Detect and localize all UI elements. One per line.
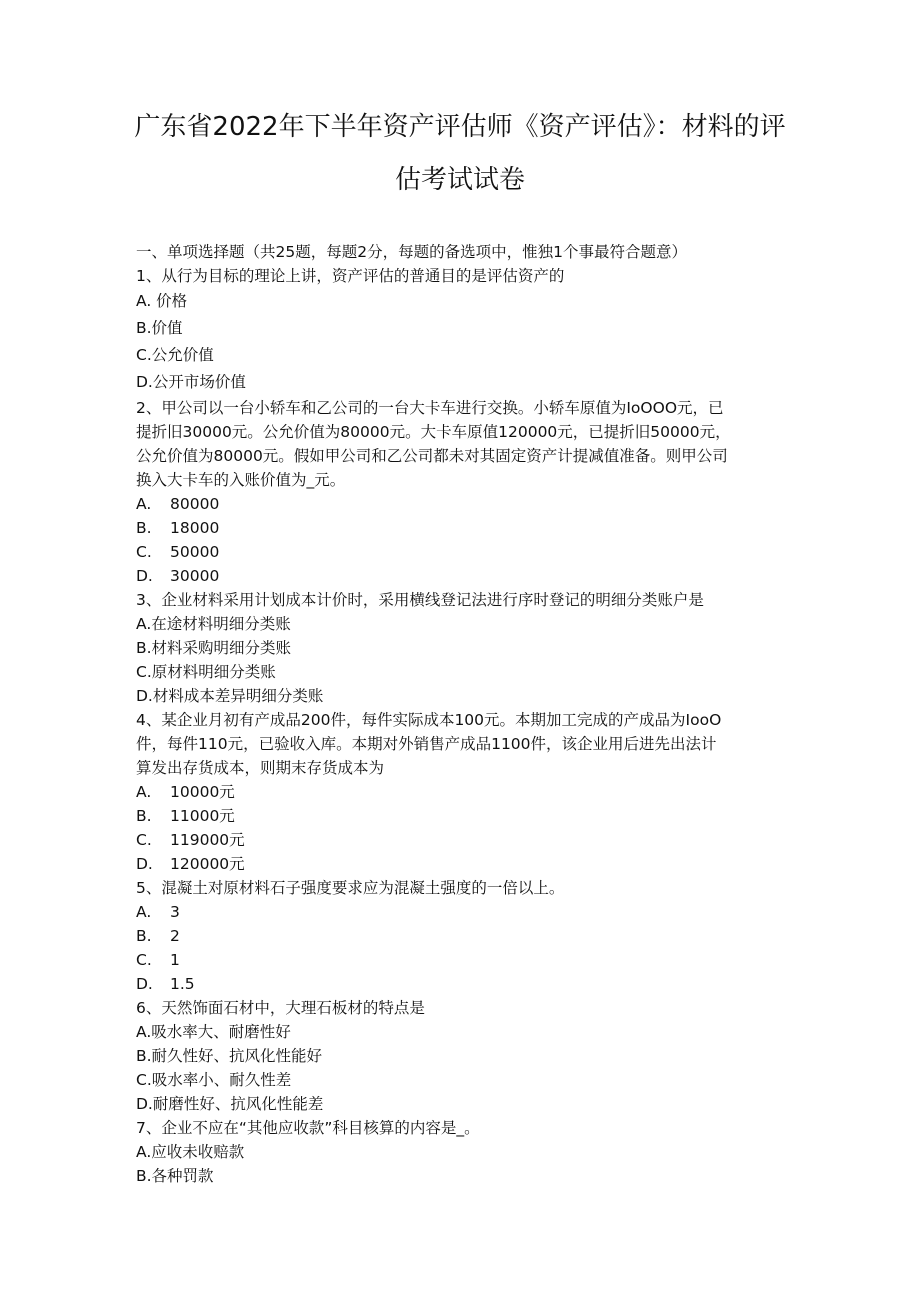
option-b [136,804,796,828]
option-label: D. [136,855,153,873]
option-a [136,780,796,804]
option-value: 1.5 [170,975,195,993]
option-b: B.各种罚款 [136,1167,214,1185]
option-value: 18000 [170,519,220,537]
question-6 [136,996,796,1116]
exam-content [136,240,796,1188]
stem-line: 换入大卡车的入账价值为_元。 [136,471,346,489]
option-a: A. 价格 [136,292,188,310]
option-label: D. [136,975,153,993]
option-value: 10000元 [170,783,235,801]
option-value: 11000元 [170,807,235,825]
stem-line: 4、某企业月初有产成品200件，每件实际成本100元。本期加工完成的产成品为IooO [136,711,722,729]
question-2 [136,396,796,588]
option-d: D.材料成本差异明细分类账 [136,687,324,705]
option-label: D. [136,567,153,585]
option-c [136,540,796,564]
option-label: B. [136,927,152,945]
question-4 [136,708,796,876]
option-d: D.公开市场价值 [136,373,246,391]
stem-line: 提折旧30000元。公允价值为80000元。大卡车原值120000元，已提折旧50000元， [136,423,731,441]
option-a [136,492,796,516]
question-stem: 5、混凝土对原材料石子强度要求应为混凝土强度的一倍以上。 [136,879,565,897]
option-c: C.吸水率小、耐久性差 [136,1071,292,1089]
option-label: C. [136,831,152,849]
option-b: B.材料采购明细分类账 [136,639,292,657]
option-a: A.应收未收赔款 [136,1143,245,1161]
option-d [136,564,796,588]
option-value: 1 [170,951,180,969]
option-value: 80000 [170,495,220,513]
option-c [136,828,796,852]
option-b: B.耐久性好、抗风化性能好 [136,1047,323,1065]
stem-line: 2、甲公司以一台小轿车和乙公司的一台大卡车进行交换。小轿车原值为IoOOO元，已 [136,399,724,417]
option-value: 3 [170,903,180,921]
option-d [136,852,796,876]
option-b: B.价值 [136,319,183,337]
question-stem: 7、企业不应在“其他应收款”科目核算的内容是_。 [136,1119,480,1137]
option-c [136,948,796,972]
option-d [136,972,796,996]
option-c: C.公允价值 [136,346,214,364]
option-value: 2 [170,927,180,945]
option-value: 120000元 [170,855,245,873]
stem-line: 算发出存货成本，则期末存货成本为 [136,759,385,777]
option-value: 50000 [170,543,220,561]
exam-title-line2: 估考试试卷 [394,165,525,195]
option-c: C.原材料明细分类账 [136,663,276,681]
section-header: 一、单项选择题（共25题，每题2分，每题的备选项中，惟独1个事最符合题意） [136,243,687,261]
option-label: B. [136,519,152,537]
question-7 [136,1116,796,1188]
option-b [136,924,796,948]
question-stem [136,396,796,492]
option-label: C. [136,543,152,561]
question-stem [136,708,796,780]
stem-line: 件，每件110元，已验收入库。本期对外销售产成品1100件，该企业用后进先出法计 [136,735,717,753]
question-stem: 1、从行为目标的理论上讲，资产评估的普通目的是评估资产的 [136,267,565,285]
option-label: C. [136,951,152,969]
option-a [136,900,796,924]
question-1 [136,264,796,396]
option-d: D.耐磨性好、抗风化性能差 [136,1095,324,1113]
question-stem: 3、企业材料采用计划成本计价时，采用横线登记法进行序时登记的明细分类账户是 [136,591,704,609]
option-value: 119000元 [170,831,245,849]
option-label: A. [136,783,152,801]
question-5 [136,876,796,996]
option-a: A.吸水率大、耐磨性好 [136,1023,291,1041]
option-a: A.在途材料明细分类账 [136,615,291,633]
option-label: B. [136,807,152,825]
option-value: 30000 [170,567,220,585]
option-label: A. [136,495,152,513]
option-b [136,516,796,540]
question-stem: 6、天然饰面石材中，大理石板材的特点是 [136,999,425,1017]
option-label: A. [136,903,152,921]
question-3 [136,588,796,708]
exam-title-line1: 广东省2022年下半年资产评估师《资产评估》：材料的评 [134,112,786,142]
stem-line: 公允价值为80000元。假如甲公司和乙公司都未对其固定资产计提减值准备。则甲公司 [136,447,728,465]
